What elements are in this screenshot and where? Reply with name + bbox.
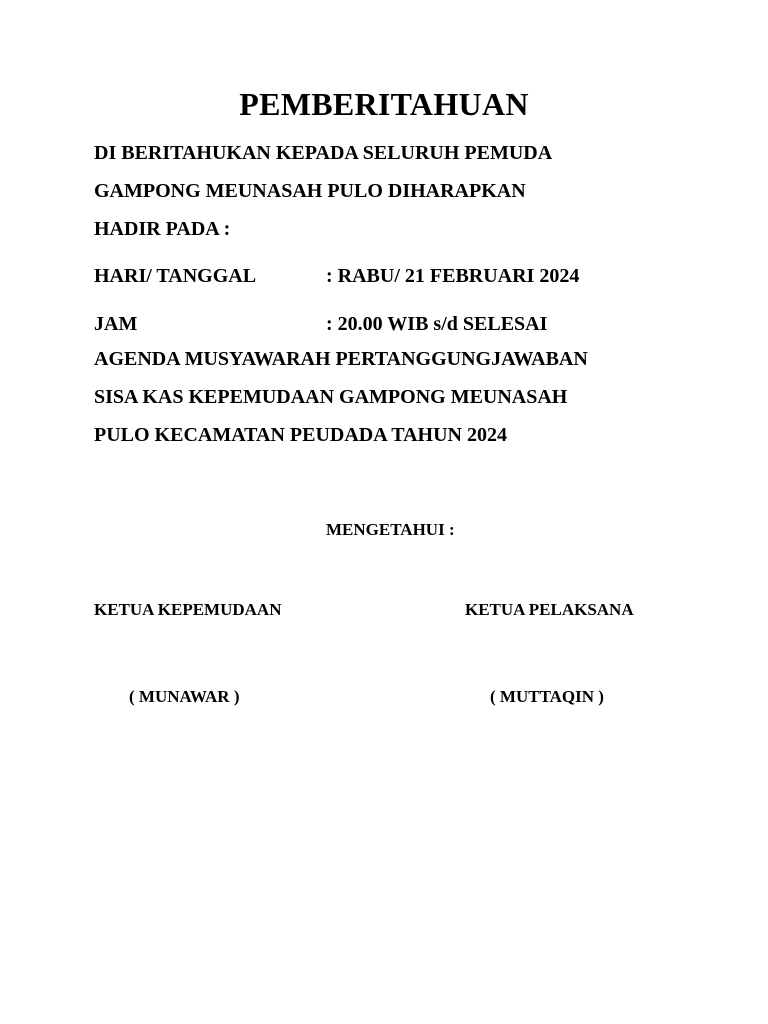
right-signatory-title: KETUA PELAKSANA <box>465 600 634 619</box>
date-label: HARI/ TANGGAL <box>94 265 257 287</box>
time-label: JAM <box>94 313 138 335</box>
intro-line-3: HADIR PADA : <box>94 218 231 240</box>
acknowledgement-label: MENGETAHUI : <box>326 520 455 539</box>
left-signatory-name: ( MUNAWAR ) <box>129 687 240 706</box>
intro-line-1: DI BERITAHUKAN KEPADA SELURUH PEMUDA <box>94 142 553 164</box>
agenda-line-2: SISA KAS KEPEMUDAAN GAMPONG MEUNASAH <box>94 386 568 408</box>
intro-line-2: GAMPONG MEUNASAH PULO DIHARAPKAN <box>94 180 526 202</box>
time-value: : 20.00 WIB s/d SELESAI <box>326 313 548 335</box>
agenda-line-1: AGENDA MUSYAWARAH PERTANGGUNGJAWABAN <box>94 348 588 370</box>
left-signatory-title: KETUA KEPEMUDAAN <box>94 600 282 619</box>
date-value: : RABU/ 21 FEBRUARI 2024 <box>326 265 580 287</box>
agenda-line-3: PULO KECAMATAN PEUDADA TAHUN 2024 <box>94 424 507 446</box>
document-title: PEMBERITAHUAN <box>239 86 529 122</box>
right-signatory-name: ( MUTTAQIN ) <box>490 687 604 706</box>
